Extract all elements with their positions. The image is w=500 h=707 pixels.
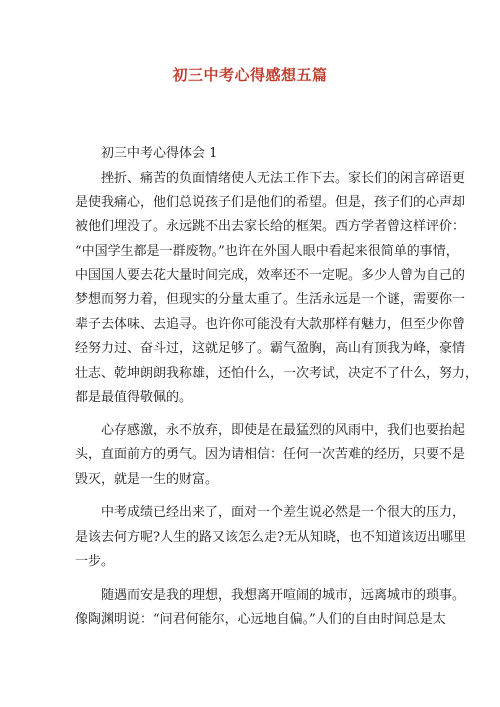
paragraph-line: 随遇而安是我的理想，我想离开喧闹的城市，远离城市的琐事。	[101, 588, 466, 603]
paragraph-line: 都是最值得敬佩的。	[75, 390, 193, 405]
paragraph-line: 头，直面前方的勇气。因为请相信：任何一次苦难的经历，只要不是	[75, 447, 466, 462]
paragraph-line: 挫折、痛苦的负面情绪使人无法工作下去。家长们的闲言碎语更	[101, 171, 466, 186]
paragraph-line: 心存感激，永不放弃，即使是在最猛烈的风雨中，我们也要抬起	[101, 423, 466, 438]
paragraph-line: 毁灭，就是一生的财富。	[75, 472, 219, 487]
paragraph-line: 中国国人要去花大量时间完成，效率还不一定呢。多少人曾为自己的	[75, 268, 466, 283]
paragraph-line: 梦想而努力着，但现实的分量太重了。生活永远是一个谜，需要你一	[75, 292, 466, 307]
paragraph-line: “中国学生都是一群废物。”也许在外国人眼中看起来很简单的事情，	[75, 244, 459, 259]
paragraph-line: 像陶渊明说：“问君何能尔，心远地自偏。”人们的自由时间总是太	[75, 612, 446, 627]
paragraph-line: 被他们埋没了。永远跳不出去家长给的框架。西方学者曾这样评价：	[75, 219, 466, 234]
paragraph-line: 辈子去体味、去追寻。也许你可能没有大款那样有魅力，但至少你曾	[75, 317, 466, 332]
paragraph-line: 经努力过、奋斗过，这就足够了。霸气盈胸，高山有顶我为峰，豪情	[75, 341, 466, 356]
document-title: 初三中考心得感想五篇	[172, 66, 328, 84]
paragraph-line: 壮志、乾坤朗朗我称雄，还怕什么，一次考试，决定不了什么，努力，	[75, 366, 479, 381]
section-heading: 初三中考心得体会 1	[101, 146, 218, 161]
paragraph-line: 是该去何方呢?人生的路又该怎么走?无从知晓，也不知道该迈出哪里	[75, 530, 466, 545]
paragraph-line: 中考成绩已经出来了，面对一个差生说必然是一个很大的压力，	[101, 505, 466, 520]
paragraph-line: 是使我痛心，他们总说孩子们是他们的希望。但是，孩子们的心声却	[75, 195, 466, 210]
paragraph-line: 一步。	[75, 554, 115, 569]
